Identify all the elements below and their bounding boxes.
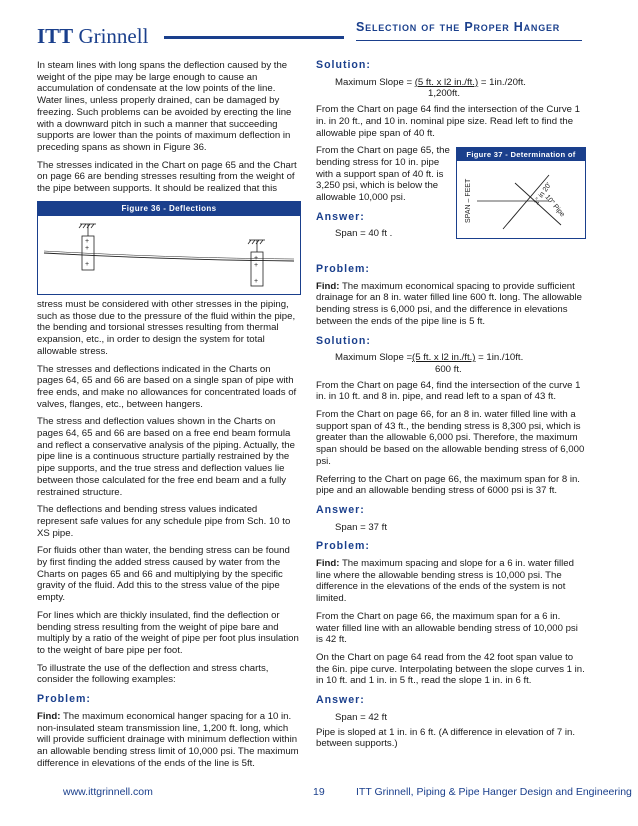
brand-logo: [37, 24, 148, 49]
slope-curve: [503, 175, 549, 229]
problem-3-find-label: Find:: [316, 558, 340, 570]
solution-3-p1: From the Chart on page 66, the maximum span for a 6 in. water filled line with an allowable bending stress of 10,000 psi is 42 ft.: [316, 610, 578, 646]
solution-1-p1: From the Chart on page 64 find the intersection of the Curve 1 in. in 20 ft., and 10 in. nominal pipe size. Read left to find the allowable pipe span of 40 ft.: [316, 104, 580, 139]
solution-2-p2: From the Chart on page 66, for an 8 in. water filled line with a support span of 43 ft., the bending stress is 8,300 psi, which is greater than the allowable 6,000 psi. Therefore, the maximum span should be based on the allowable bending stress of 6,000 psi.: [316, 409, 585, 467]
paragraph-other-stresses: stress must be considered with other stresses in the piping, such as those due to the pressure of the fluid within the pipe, the bending and torsional stresses resulting from thermal expansion, etc., in order to design the system for total allowable stress.: [37, 299, 296, 357]
solution-2-heading: Solution:: [316, 334, 371, 347]
svg-text:+: +: [254, 255, 259, 262]
solution-1-heading: Solution:: [316, 59, 371, 71]
problem-1-text: [37, 711, 299, 770]
svg-text:+: +: [254, 278, 259, 285]
figure-37: [456, 147, 586, 239]
problem-2-find-text: The maximum economical spacing to provide sufficient drainage for an 8 in. water filled line 600 ft. long. The allowable bending stress is 6,000 psi, and the difference in elevations between the ends of the pipe line is 5 ft.: [316, 280, 582, 327]
paragraph-single-span: The stresses and deflections indicated in the Charts on pages 64, 65 and 66 are based on a single span of pipe with free ends, and make no allowances for concentrated loads of valves, flanges, etc., between hangers.: [37, 363, 297, 410]
section-title: Selection of the Proper Hanger: [356, 20, 561, 34]
right-support: [248, 240, 265, 252]
problem-3-heading: Problem:: [316, 540, 370, 553]
answer-1-heading: Answer:: [316, 210, 365, 223]
problem-1-find-label: Find:: [37, 710, 61, 722]
paragraph-illustrate: To illustrate the use of the deflection and stress charts, consider the following examples:: [37, 662, 269, 686]
brand-rule: [164, 36, 344, 39]
pipe-curve-label: 10" Pipe: [543, 193, 566, 219]
solution-2-formula: [316, 352, 585, 375]
page-number: 19: [313, 786, 325, 798]
problem-1-heading: Problem:: [37, 693, 91, 706]
deflection-diagram: [38, 216, 300, 293]
sol1-prefix: Maximum Slope =: [335, 76, 415, 88]
svg-text:+: +: [85, 245, 90, 252]
footer-url[interactable]: www.ittgrinnell.com: [63, 786, 153, 798]
footer-publication: ITT Grinnell, Piping & Pipe Hanger Design and Engineering: [356, 786, 632, 798]
answer-3-heading: Answer:: [316, 694, 365, 707]
problem-2-text: [316, 281, 585, 328]
sol2-numerator: (5 ft. x l2 in./ft.): [412, 352, 476, 364]
svg-text:+: +: [85, 261, 90, 268]
span-chart: [457, 161, 585, 237]
answer-3-note: Pipe is sloped at 1 in. in 6 ft. (A difference in elevation of 7 in. between supports.): [316, 726, 576, 750]
problem-3-find-text: The maximum spacing and slope for a 6 in. water filled line where the allowable bending stress is 10,000 psi. The difference in the elevations of the ends of the system is not limited.: [316, 558, 574, 605]
paragraph-free-end-beam: The stress and deflection values shown in the Charts on pages 64, 65 and 66 are based on a free end beam formula and reflect a conservative analysis of the piping. Actually, the pipe line is a continuous structure partially restrained by the pipe supports, and the true stress and deflection values lie between those calculated for the free end beam and a fully restrained structure.: [37, 416, 295, 498]
paragraph-stresses: The stresses indicated in the Chart on page 65 and the Chart on page 66 are bending stresses resulting from the weight of the pipe between supports. It should be realized that this: [37, 159, 297, 195]
answer-2-heading: Answer:: [316, 503, 365, 516]
left-column-bottom: [37, 299, 299, 775]
right-column-bottom: [316, 256, 585, 756]
answer-3: Span = 42 ft: [335, 711, 388, 723]
figure-37-title: Figure 37 - Determination of Span: [457, 148, 585, 161]
slope-curve-label: 1" in 20': [532, 181, 553, 207]
sol2-prefix: Maximum Slope =: [335, 352, 413, 364]
brand-logo-bold: ITT: [37, 24, 74, 48]
figure-36-title: Figure 36 - Deflections: [38, 202, 300, 216]
solution-2-p3: Referring to the Chart on page 66, the maximum span for 8 in. pipe and an allowable bending stress of 6000 psi is 37 ft.: [316, 473, 580, 497]
solution-1-p2: From the Chart on page 65, the bending stress for 10 in. pipe with a support span of 40 ft. is 3,250 psi, which is below the allowable 10,000 psi.: [316, 145, 450, 204]
solution-3-p2: On the Chart on page 64 read from the 42 foot span value to the 6in. pipe curve. Interpolating between the slope curves 1 in. in 10 ft. and 1 in. in 5 ft., read the slope 1 in. in 6 ft.: [316, 651, 585, 687]
problem-3-text: [316, 558, 585, 605]
answer-1: Span = 40 ft .: [335, 228, 393, 240]
span-axis-label: SPAN – FEET: [465, 178, 472, 223]
paragraph-insulated: For lines which are thickly insulated, find the deflection or bending stress resulting from the weight of pipe bare and multiply by a ratio of the weight of pipe per foot plus insulation to the weight of bare pipe per foot.: [37, 609, 299, 656]
svg-text:+: +: [254, 262, 259, 269]
figure-36: [37, 201, 301, 295]
left-support: [79, 224, 96, 236]
left-column-top: [37, 60, 299, 201]
sol2-result: = 1in./10ft.: [475, 352, 524, 364]
svg-text:+: +: [85, 238, 90, 245]
solution-2-p1: From the Chart on page 64, find the intersection of the curve 1 in. in 10 ft. and 8 in. pipe, and read left to a span of 43 ft.: [316, 379, 581, 403]
paragraph-intro: In steam lines with long spans the deflection caused by the weight of the pipe may be large enough to cause an accumulation of condensate at the low points of the line. Water lines, unless properly drained, can be damaged by freezing. Such problems can be avoided by erecting the line with a downward pitch in such a manner that succeeding supports are lower than the points of maximum deflection in preceding spans as shown in Figure 36.: [37, 60, 292, 153]
sol1-result: = 1in./20ft.: [478, 76, 526, 88]
answer-2: Span = 37 ft: [335, 521, 388, 533]
sol1-denominator: 1,200ft.: [428, 88, 461, 100]
brand-logo-text: Grinnell: [73, 24, 149, 48]
paragraph-other-fluids: For fluids other than water, the bending stress can be found by first finding the added stress caused by water from the Charts on pages 65 and 66 and multiplying by the specific gravity of the fluid. Add this to the stress value of the pipe empty.: [37, 545, 290, 604]
sol1-numerator: (5 ft. x l2 in./ft.): [414, 76, 479, 88]
header-divider: [356, 40, 582, 41]
paragraph-schedule: The deflections and bending stress values indicated represent safe values for any schedule pipe from Sch. 10 to XS pipe.: [37, 504, 291, 539]
problem-1-find-text: The maximum economical hanger spacing for a 10 in. non-insulated steam transmission line, 1,200 ft. long, which will provide sufficient drainage with minimum deflection within an allowable bending stress limit of 10,000 psi. The maximum difference in elevations of the ends of the line is 5ft.: [37, 710, 299, 769]
sol2-denominator: 600 ft.: [435, 363, 462, 375]
problem-2-heading: Problem:: [316, 263, 370, 275]
solution-1-formula: [316, 77, 585, 100]
problem-2-find-label: Find:: [316, 280, 340, 292]
